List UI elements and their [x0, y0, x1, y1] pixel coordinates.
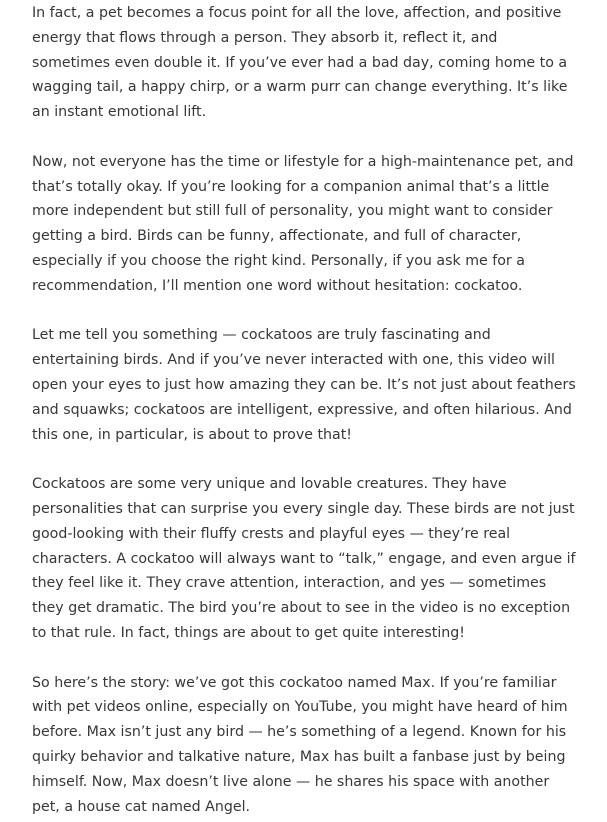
article-paragraph: Cockatoos are some very unique and lovable creatures. They have personalities that can surprise you every single day. These birds are not just good-looking with their fluffy crests and playful eyes — they’re real characters. A cockatoo will always want to “talk,” engage, and even argue if they feel like it. They crave attention, interaction, and yes — sometimes they get dramatic. The bird you’re about to see in the video is no exception to that rule. In fact, things are about to get quite interesting!: [32, 476, 576, 641]
article-paragraph: So here’s the story: we’ve got this cockatoo named Max. If you’re familiar with pet videos online, especially on YouTube, you might have heard of him before. Max isn’t just any bird — he’s something of a legend. Known for his quirky behavior and talkative nature, Max has built a fanbase just by being himself. Now, Max doesn’t live alone — he shares his space with another pet, a house cat named Angel.: [32, 674, 568, 815]
article-paragraph: Let me tell you something — cockatoos are truly fascinating and entertaining birds. And if you’ve never interacted with one, this video will open your eyes to just how amazing they can be. It’s not just about feathers and squawks; cockatoos are intelligent, expressive, and often hilarious. And this one, in particular, is about to prove that!: [32, 327, 576, 443]
article-body: [32, 1, 577, 819]
article-paragraph: Now, not everyone has the time or lifestyle for a high-maintenance pet, and that’s totally okay. If you’re looking for a companion animal that’s a little more independent but still full of personality, you might want to consider getting a bird. Birds can be funny, affectionate, and full of character, especially if you choose the right kind. Personally, if you ask me for a recommendation, I’ll mention one word without hesitation: cockatoo.: [32, 153, 574, 294]
article-paragraph: In fact, a pet becomes a focus point for all the love, affection, and positive energy that flows through a person. They absorb it, reflect it, and sometimes even double it. If you’ve ever had a bad day, coming home to a wagging tail, a happy chirp, or a warm purr can change everything. It’s like an instant emotional lift.: [32, 5, 568, 121]
